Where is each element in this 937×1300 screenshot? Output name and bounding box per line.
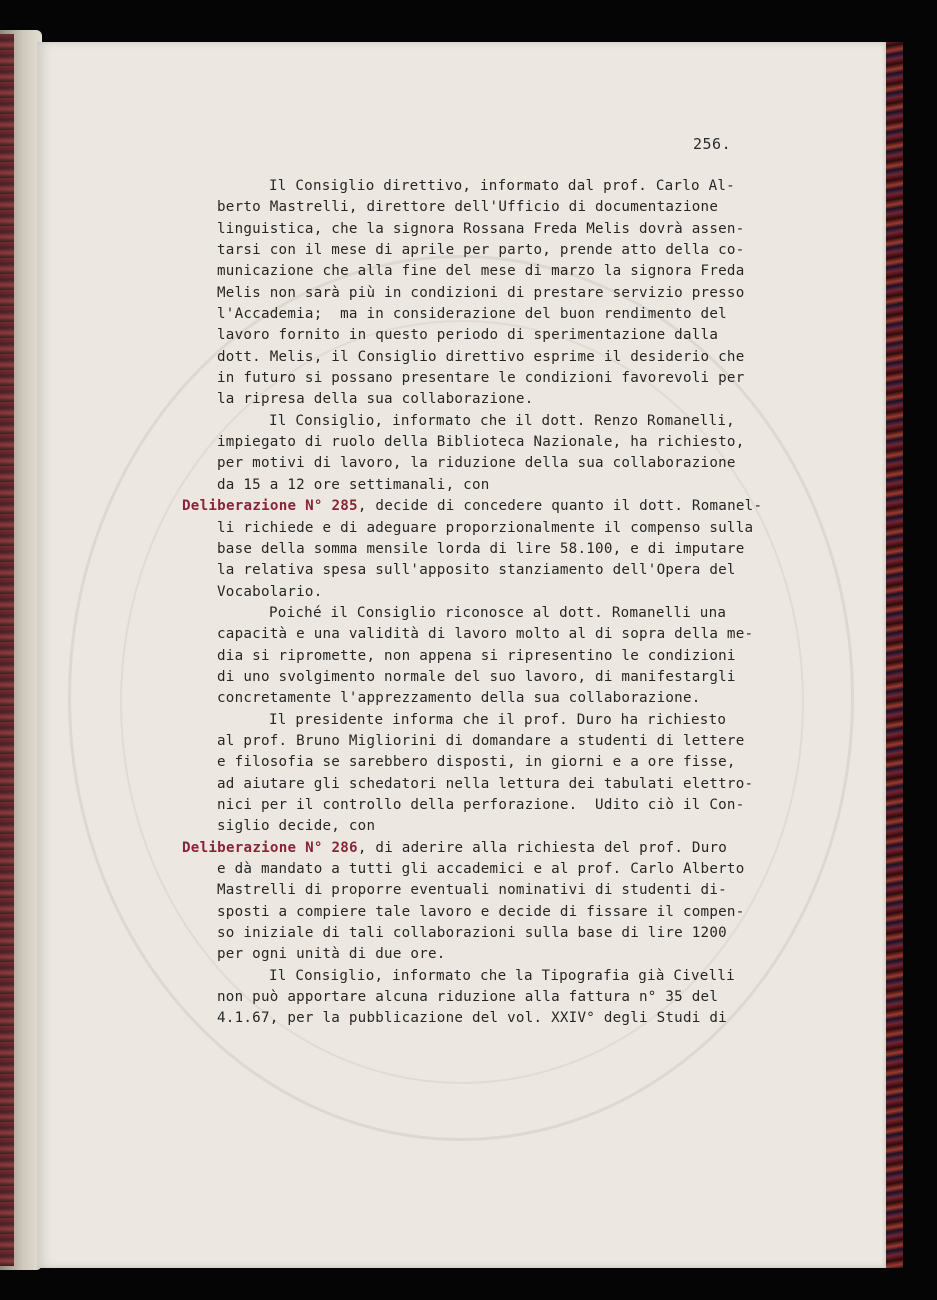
- text-line: [182, 1008, 782, 1029]
- line-text: nici per il controllo della perforazione. Udito ciò il Con-: [217, 796, 745, 813]
- line-text: da 15 a 12 ore settimanali, con: [217, 476, 490, 493]
- line-text: sposti a compiere tale lavoro e decide di fissare il compen-: [217, 903, 745, 920]
- text-line: [182, 603, 782, 624]
- line-text: di uno svolgimento normale del suo lavoro, di manifestargli: [217, 668, 736, 685]
- line-text: concretamente l'apprezzamento della sua collaborazione.: [217, 690, 701, 707]
- line-text: Melis non sarà più in condizioni di prestare servizio presso: [217, 284, 745, 301]
- text-line: [182, 667, 782, 688]
- text-line: [182, 197, 782, 218]
- text-line: [182, 240, 782, 261]
- text-line: [182, 710, 782, 731]
- document-body: [182, 176, 782, 1030]
- deliberation-label: Deliberazione N° 286: [182, 839, 358, 856]
- line-text: Vocabolario.: [217, 583, 323, 600]
- line-text: in futuro si possano presentare le condizioni favorevoli per: [217, 370, 745, 387]
- line-text: municazione che alla fine del mese di marzo la signora Freda: [217, 263, 745, 280]
- line-text: impiegato di ruolo della Biblioteca Nazionale, ha richiesto,: [217, 434, 745, 451]
- line-text: Il Consiglio, informato che il dott. Renzo Romanelli,: [269, 412, 735, 429]
- line-text: siglio decide, con: [217, 818, 376, 835]
- text-line: [182, 646, 782, 667]
- line-text: dia si ripromette, non appena si ripresentino le condizioni: [217, 647, 736, 664]
- text-line: [182, 688, 782, 709]
- line-text: linguistica, che la signora Rossana Freda Melis dovrà assen-: [217, 220, 745, 237]
- line-text: per motivi di lavoro, la riduzione della sua collaborazione: [217, 455, 736, 472]
- text-line: [182, 432, 782, 453]
- line-text: , decide di concedere quanto il dott. Romanel-: [357, 498, 763, 515]
- line-text: al prof. Bruno Migliorini di domandare a studenti di lettere: [217, 732, 745, 749]
- line-text: e dà mandato a tutti gli accademici e al prof. Carlo Alberto: [217, 861, 745, 877]
- text-line: [182, 624, 782, 645]
- text-line: [182, 283, 782, 304]
- line-text: l'Accademia; ma in considerazione del buon rendimento del: [217, 306, 727, 323]
- line-text: Il presidente informa che il prof. Duro ha richiesto: [269, 711, 727, 728]
- text-line: [182, 347, 782, 368]
- line-text: 4.1.67, per la pubblicazione del vol. XXIV° degli Studi di: [217, 1010, 727, 1027]
- text-line: [182, 966, 782, 987]
- text-line: [182, 923, 782, 944]
- line-text: Mastrelli di proporre eventuali nominativi di studenti di-: [217, 882, 727, 899]
- line-text: Il Consiglio direttivo, informato dal prof. Carlo Al-: [269, 178, 735, 194]
- line-text: base della somma mensile lorda di lire 58.100, e di imputare: [217, 540, 745, 557]
- line-text: li richiede e di adeguare proporzionalmente il compenso sulla: [217, 519, 754, 536]
- text-line: [182, 582, 782, 603]
- line-text: ad aiutare gli schedatori nella lettura dei tabulati elettro-: [217, 775, 754, 792]
- line-text: e filosofia se sarebbero disposti, in giorni e a ore fisse,: [217, 754, 736, 771]
- line-text: la relativa spesa sull'apposito stanziamento dell'Opera del: [217, 562, 736, 579]
- line-text: Poiché il Consiglio riconosce al dott. Romanelli una: [269, 604, 727, 621]
- line-text: lavoro fornito in questo periodo di sperimentazione dalla: [217, 327, 719, 344]
- line-text: so iniziale di tali collaborazioni sulla base di lire 1200: [217, 925, 727, 942]
- text-line: [182, 795, 782, 816]
- text-line: [182, 219, 782, 240]
- text-line: [182, 304, 782, 325]
- text-line: [182, 176, 782, 197]
- text-line: [182, 325, 782, 346]
- line-text: dott. Melis, il Consiglio direttivo esprime il desiderio che: [217, 348, 745, 365]
- deliberation-label: Deliberazione N° 285: [182, 498, 358, 515]
- line-text: per ogni unità di due ore.: [217, 946, 446, 963]
- text-line: [182, 475, 782, 496]
- text-line: [182, 411, 782, 432]
- text-line: [182, 368, 782, 389]
- text-line: [182, 389, 782, 410]
- line-text: , di aderire alla richiesta del prof. Duro: [357, 839, 728, 856]
- text-line: [182, 944, 782, 965]
- deliberation-line: [182, 838, 782, 859]
- line-text: capacità e una validità di lavoro molto al di sopra della me-: [217, 626, 754, 643]
- text-line: [182, 774, 782, 795]
- line-text: la ripresa della sua collaborazione.: [217, 391, 534, 408]
- text-line: [182, 560, 782, 581]
- page-number: 256.: [693, 135, 732, 153]
- text-line: [182, 987, 782, 1008]
- text-line: [182, 902, 782, 923]
- line-text: berto Mastrelli, direttore dell'Ufficio di documentazione: [217, 199, 719, 216]
- text-line: [182, 261, 782, 282]
- line-text: non può apportare alcuna riduzione alla fattura n° 35 del: [217, 989, 719, 1006]
- deliberation-line: [182, 496, 782, 517]
- text-line: [182, 816, 782, 837]
- marbled-cover-left: [0, 34, 14, 1266]
- text-line: [182, 453, 782, 474]
- text-line: [182, 752, 782, 773]
- text-line: [182, 731, 782, 752]
- text-line: [182, 859, 782, 880]
- text-line: [182, 518, 782, 539]
- text-line: [182, 539, 782, 560]
- line-text: tarsi con il mese di aprile per parto, prende atto della co-: [217, 242, 745, 259]
- line-text: Il Consiglio, informato che la Tipografia già Civelli: [269, 967, 735, 984]
- text-line: [182, 880, 782, 901]
